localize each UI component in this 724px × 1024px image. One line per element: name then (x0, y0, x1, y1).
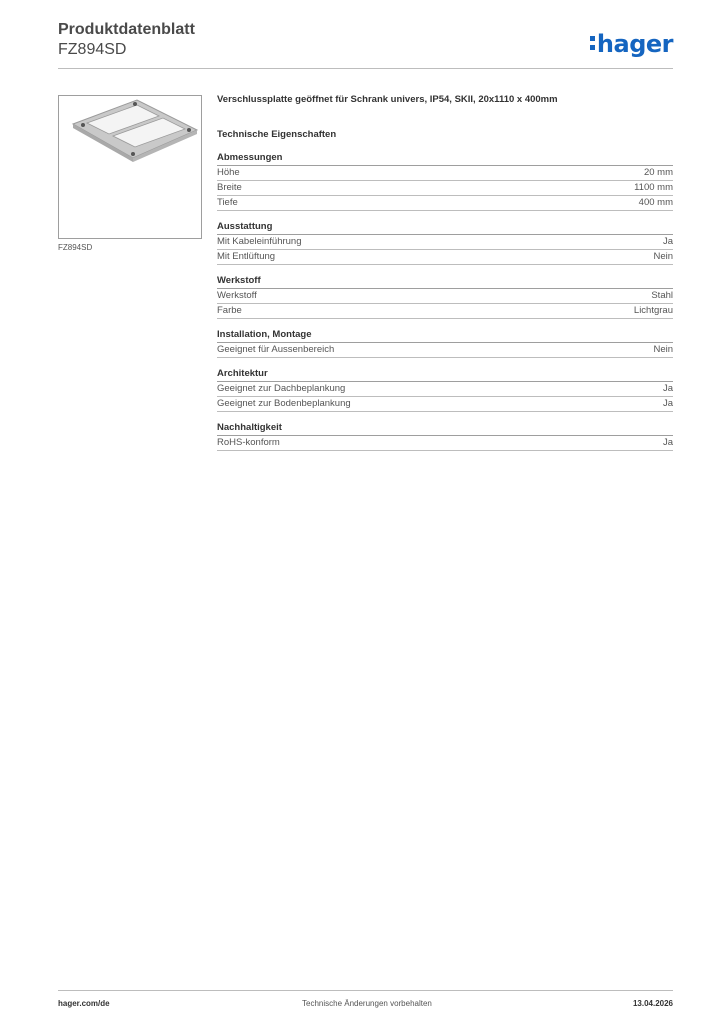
tech-heading: Technische Eigenschaften (217, 129, 337, 140)
section-title: Installation, Montage (217, 329, 673, 343)
spec-row (217, 343, 673, 358)
spec-row (217, 304, 673, 319)
section-title: Ausstattung (217, 221, 673, 235)
spec-label: Geeignet für Aussenbereich (217, 344, 335, 355)
spec-label: Geeignet zur Bodenbeplankung (217, 398, 351, 409)
spec-row (217, 166, 673, 181)
section-architektur (217, 368, 673, 412)
spec-label: Höhe (217, 167, 240, 178)
footer-website-link[interactable]: hager.com/de (58, 999, 110, 1008)
section-werkstoff (217, 275, 673, 319)
spec-label: Tiefe (217, 197, 238, 208)
product-image (58, 95, 202, 239)
spec-label: Werkstoff (217, 290, 257, 301)
cover-plate-icon (59, 96, 201, 238)
spec-value: Lichtgrau (633, 305, 673, 316)
spec-row (217, 397, 673, 412)
product-title: Verschlussplatte geöffnet für Schrank univers, IP54, SKII, 20x1110 x 400mm (217, 94, 558, 105)
section-installation (217, 329, 673, 358)
section-abmessungen (217, 152, 673, 211)
spec-value: Nein (653, 251, 673, 262)
spec-value: 20 mm (643, 167, 673, 178)
spec-value: Nein (653, 344, 673, 355)
section-ausstattung (217, 221, 673, 265)
spec-value: Ja (662, 383, 673, 394)
header-divider (58, 68, 673, 69)
product-code: FZ894SD (58, 41, 127, 58)
section-title: Architektur (217, 368, 673, 382)
spec-value: 400 mm (638, 197, 673, 208)
document-title: Produktdatenblatt (58, 21, 195, 38)
spec-value: Ja (662, 437, 673, 448)
footer-disclaimer: Technische Änderungen vorbehalten (302, 999, 432, 1008)
section-title: Nachhaltigkeit (217, 422, 673, 436)
section-title: Abmessungen (217, 152, 673, 166)
spec-row (217, 196, 673, 211)
spec-label: Farbe (217, 305, 242, 316)
image-caption: FZ894SD (58, 243, 93, 252)
spec-value: 1100 mm (634, 182, 673, 193)
spec-row (217, 436, 673, 451)
spec-row (217, 382, 673, 397)
product-details (217, 94, 673, 461)
spec-value: Ja (662, 236, 673, 247)
spec-row (217, 235, 673, 250)
spec-label: RoHS-konform (217, 437, 280, 448)
footer-divider (58, 990, 673, 991)
section-title: Werkstoff (217, 275, 673, 289)
hager-logo (590, 30, 673, 58)
spec-value: Stahl (651, 290, 673, 301)
spec-label: Breite (217, 182, 242, 193)
spec-label: Mit Entlüftung (217, 251, 276, 262)
page-header (58, 20, 673, 60)
spec-label: Mit Kabeleinführung (217, 236, 302, 247)
section-nachhaltigkeit (217, 422, 673, 451)
spec-row (217, 181, 673, 196)
spec-label: Geeignet zur Dachbeplankung (217, 383, 346, 394)
logo-dots-icon (590, 36, 596, 54)
footer-date: 13.04.2026 (632, 999, 673, 1008)
logo-text: hager (596, 30, 673, 58)
spec-value: Ja (662, 398, 673, 409)
spec-row (217, 289, 673, 304)
spec-row (217, 250, 673, 265)
